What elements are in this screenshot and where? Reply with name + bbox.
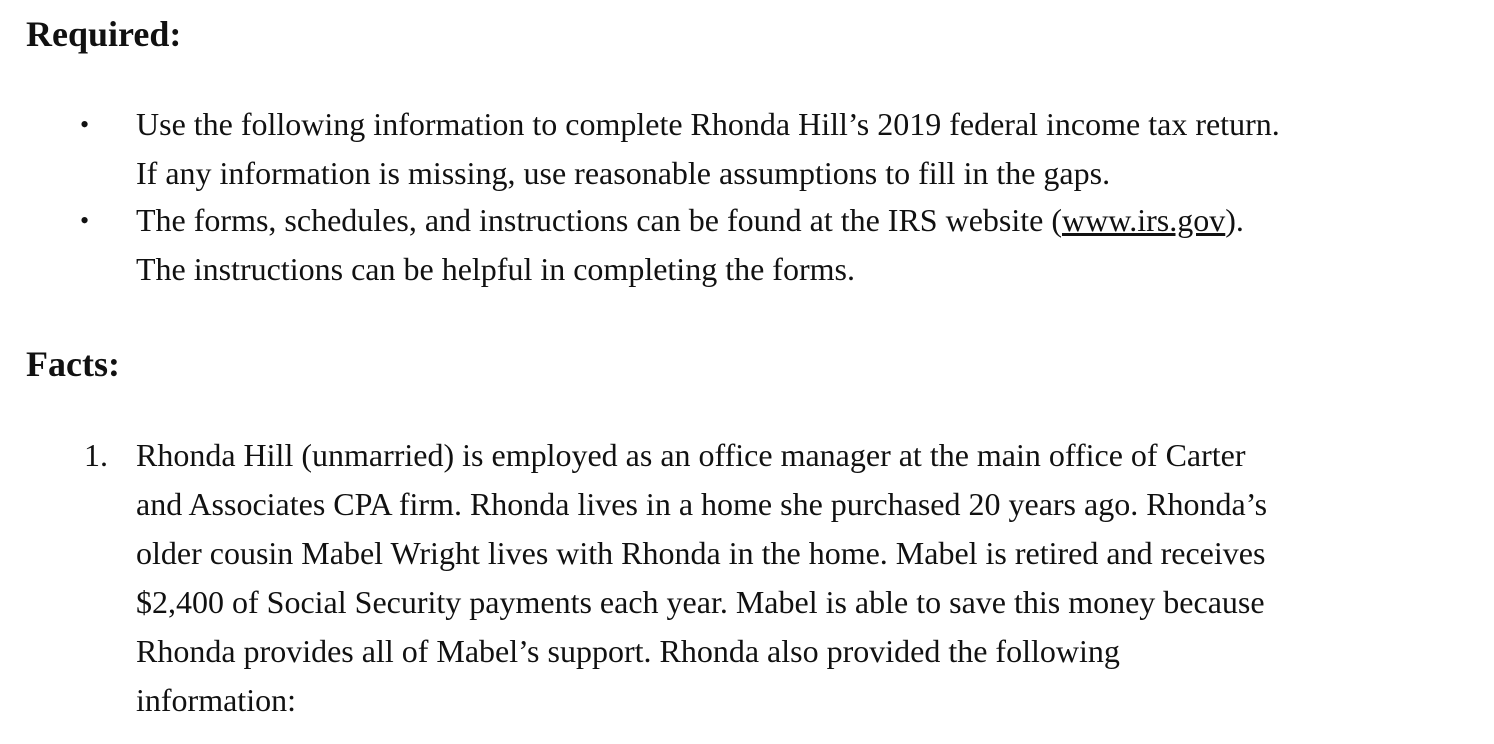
bullet-icon: •: [80, 110, 90, 139]
bullet-line: [136, 196, 1476, 245]
fact-line: and Associates CPA firm. Rhonda lives in a home she purchased 20 years ago. Rhonda’s: [136, 486, 1268, 522]
fact-line: Rhonda provides all of Mabel’s support. Rhonda also provided the following: [136, 633, 1120, 669]
fact-line: $2,400 of Social Security payments each year. Mabel is able to save this money because: [136, 584, 1265, 620]
bullet-line: If any information is missing, use reasonable assumptions to fill in the gaps.: [136, 155, 1111, 191]
bullet-text: [136, 196, 1476, 294]
bullet-line: Use the following information to complete Rhonda Hill’s 2019 federal income tax return.: [136, 106, 1280, 142]
bullet-line-text: The forms, schedules, and instructions can be found at the IRS website (: [136, 202, 1062, 238]
bullet-line-text: ).: [1225, 202, 1244, 238]
bullet-text: [136, 100, 1476, 198]
bullet-line: The instructions can be helpful in completing the forms.: [136, 251, 855, 287]
fact-line: Rhonda Hill (unmarried) is employed as an office manager at the main office of Carter: [136, 437, 1246, 473]
fact-number: 1.: [84, 437, 108, 473]
required-heading: Required:: [26, 14, 182, 54]
irs-website-link[interactable]: www.irs.gov: [1062, 202, 1226, 238]
bullet-icon: •: [80, 206, 90, 235]
fact-text: [136, 431, 1476, 725]
fact-line: older cousin Mabel Wright lives with Rhonda in the home. Mabel is retired and receives: [136, 535, 1266, 571]
facts-heading: Facts:: [26, 344, 120, 384]
fact-line: information:: [136, 682, 296, 718]
